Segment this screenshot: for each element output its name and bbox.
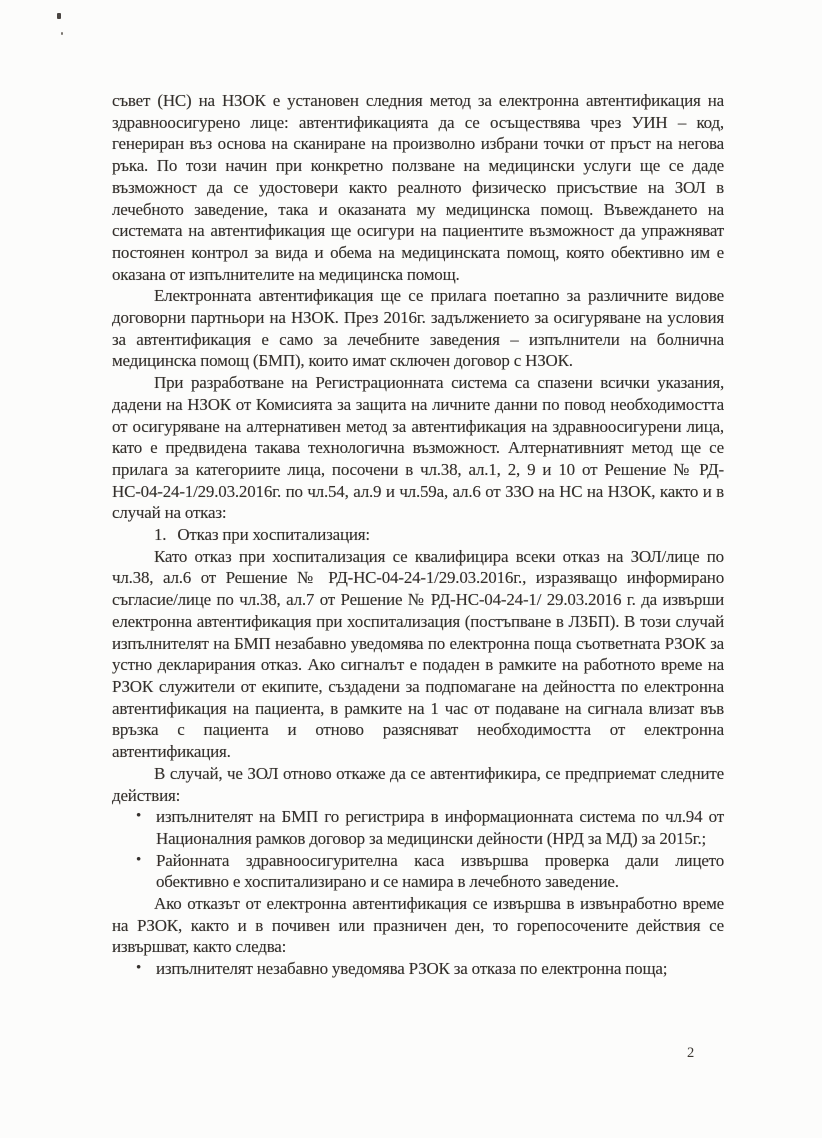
document-text-block (112, 90, 724, 980)
bullet-item-text: изпълнителят на БМП го регистрира в информационната система по чл.94 от Националния рамков договор за медицински дейности (НРД за МД) за 2015г.; (156, 807, 724, 848)
bullet-list-item (112, 806, 724, 849)
numbered-list-item (112, 524, 724, 546)
bullet-icon: • (136, 808, 142, 825)
paragraph-registration-system: При разработване на Регистрационната система са спазени всички указания, дадени на НЗОК от Комисията за защита на личните данни по повод необходимостта от осигуряване на алтернативен метод за автентификация на здравноосигурени лица, като е предвидена такава технологична възможност. Алтернативният метод ще се прилага за категориите лица, посочени в чл.38, ал.1, 2, 9 и 10 от Решение № РД-НС-04-24-1/29.03.2016г. по чл.54, ал.9 и чл.59а, ал.6 от ЗЗО на НС на НЗОК, както и в случай на отказ: (112, 373, 724, 523)
bullet-list-item (112, 958, 724, 980)
paragraph-after-hours-refusal: Ако отказът от електронна автентификация се извършва в извънработно време на РЗОК, както и в почивен или празничен ден, то горепосочените действия се извършват, както следва: (112, 894, 724, 957)
page-number: 2 (687, 1045, 695, 1061)
bullet-icon: • (136, 851, 142, 868)
numbered-item-text: Отказ при хоспитализация: (177, 525, 370, 545)
paragraph-repeated-refusal: В случай, че ЗОЛ отново откаже да се автентификира, се предприемат следните действия: (112, 763, 724, 805)
list-number: 1. (154, 525, 167, 545)
scan-artifact-speck (61, 32, 63, 35)
bullet-list-item (112, 850, 724, 893)
bullet-item-text: Районната здравноосигурителна каса извършва проверка дали лицето обективно е хоспитализирано и се намира в лечебното заведение. (156, 850, 724, 892)
paragraph-continuation: съвет (НС) на НЗОК е установен следния метод за електронна автентификация на здравноосигурено лице: автентификацията да се осъществява чрез УИН – код, генериран въз основа на сканиране на произволно избрани точки от пръст на негова ръка. По този начин при конкретно ползване на медицински услуги ще се даде възможност да се удостовери както реалното физическо присъствие на ЗОЛ в лечебното заведение, така и оказаната му медицинска помощ. Въвеждането на системата на автентификация ще осигури на пациентите възможност да упражняват постоянен контрол за вида и обема на медицинската помощ, която обективно им е оказана от изпълнителите на медицинска помощ. (112, 91, 724, 284)
scan-artifact-speck (57, 13, 61, 19)
bullet-item-text: изпълнителят незабавно уведомява РЗОК за отказа по електронна поща; (156, 959, 668, 979)
paragraph-refusal-definition: Като отказ при хоспитализация се квалифицира всеки отказ на ЗОЛ/лице по чл.38, ал.6 от Решение № РД-НС-04-24-1/29.03.2016г., изразяващо информирано съгласие/лице по чл.38, ал.7 от Решение № РД-НС-04-24-1/ 29.03.2016 г. да извърши електронна автентификация при хоспитализация (постъпване в ЛЗБП). В този случай изпълнителят на БМП незабавно уведомява по електронна поща съответната РЗОК за устно декларирания отказ. Ако сигналът е подаден в рамките на работното време на РЗОК служители от екипите, създадени за подпомагане на дейността по електронна автентификация на пациента, в рамките на 1 час от подаване на сигнала влизат във връзка с пациента и отново разясняват необходимостта от електронна автентификация. (112, 546, 724, 762)
bullet-icon: • (136, 960, 142, 977)
paragraph-phased-application: Електронната автентификация ще се прилага поетапно за различните видове договорни партньори на НЗОК. През 2016г. задължението за осигуряване на условия за автентификация е само за лечебните заведения – изпълнители на болнична медицинска помощ (БМП), които имат сключен договор с НЗОК. (112, 286, 724, 371)
